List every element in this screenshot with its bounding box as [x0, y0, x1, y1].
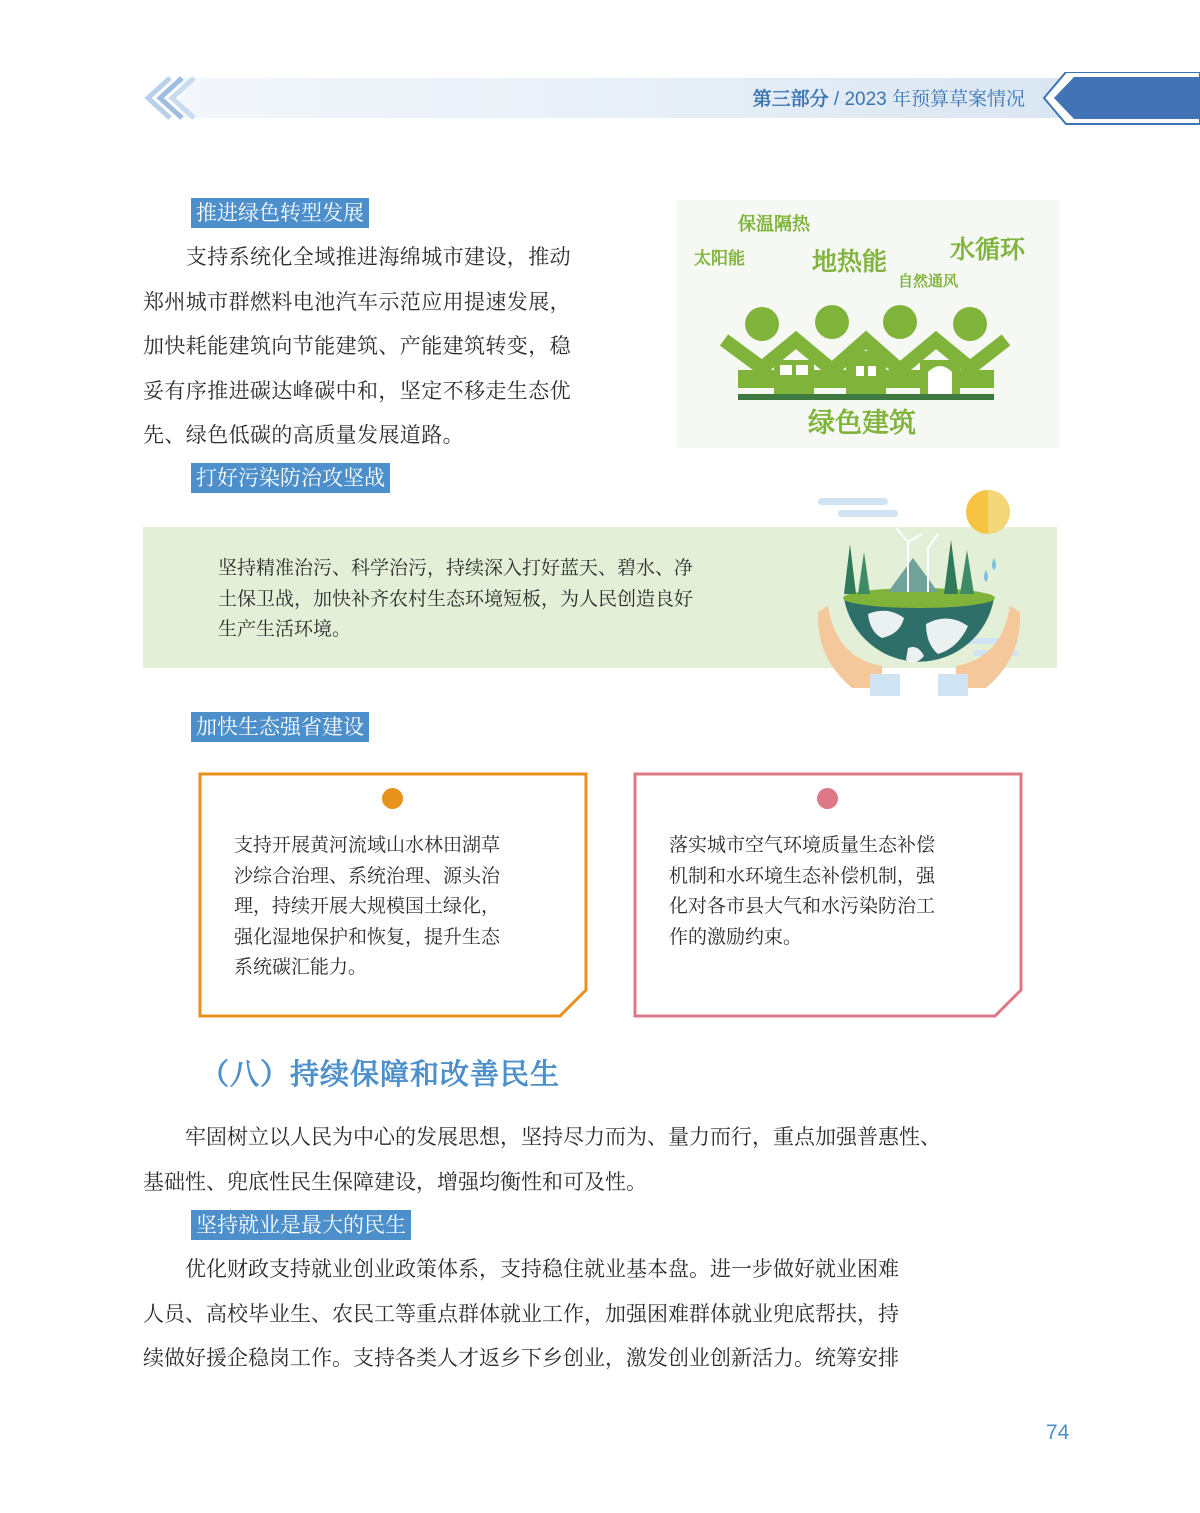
- section-tag-green-transition: 推进绿色转型发展: [191, 198, 369, 228]
- paragraph-line: 先、绿色低碳的高质量发展道路。: [143, 423, 464, 447]
- header-title: 第三部分 / 2023 年预算草案情况: [752, 89, 1025, 110]
- illustration-word: 地热能: [812, 247, 888, 276]
- paragraph-line: 基础性、兜底性民生保障建设，增强均衡性和可及性。: [143, 1169, 647, 1194]
- paragraph-line: 沙综合治理、系统治理、源头治: [234, 864, 501, 887]
- illustration-word: 绿色建筑: [808, 408, 916, 439]
- page-header: [140, 72, 1200, 128]
- paragraph-line: 加快耗能建筑向节能建筑、产能建筑转变，稳: [143, 334, 571, 358]
- earth-hands-illustration: [808, 488, 1038, 700]
- green-building-illustration: [676, 200, 1060, 448]
- ecology-card-left: [198, 772, 588, 1018]
- ecology-card-right: [633, 772, 1023, 1018]
- ecology-card-left-text: [234, 830, 500, 983]
- paragraph-line: 续做好援企稳岗工作。支持各类人才返乡下乡创业，激发创业创新活力。统筹安排: [143, 1346, 899, 1370]
- paragraph-line: 化对各市县大气和水污染防治工: [669, 895, 936, 917]
- paragraph-line: 作的激励约束。: [669, 925, 803, 948]
- paragraph-line: 优化财政支持就业创业政策体系，支持稳住就业基本盘。进一步做好就业困难: [143, 1257, 899, 1281]
- header-tab-shape: [1040, 72, 1200, 128]
- illustration-word: 水循环: [950, 235, 1026, 264]
- paragraph-line: 机制和水环境生态补偿机制，强: [669, 864, 936, 887]
- section-title-livelihood: （八）持续保障和改善民生: [200, 1057, 561, 1091]
- paragraph-line: 支持系统化全域推进海绵城市建设，推动: [143, 245, 571, 269]
- page-number: 74: [1046, 1421, 1070, 1444]
- section-tag-employment: 坚持就业是最大的民生: [191, 1210, 411, 1240]
- paragraph-line: 郑州城市群燃料电池汽车示范应用提速发展，: [143, 289, 571, 314]
- illustration-word: 太阳能: [694, 249, 745, 269]
- orange-dot-icon: [382, 788, 403, 809]
- paragraph-line: 土保卫战，加快补齐农村生态环境短板，为人民创造良好: [218, 587, 694, 610]
- paragraph-line: 支持开展黄河流域山水林田湖草: [234, 834, 501, 856]
- paragraph-line: 理，持续开展大规模国土绿化，: [234, 895, 501, 917]
- paragraph-line: 坚持精准治污、科学治污，持续深入打好蓝天、碧水、净: [218, 557, 694, 579]
- section-tag-pollution: 打好污染防治攻坚战: [191, 463, 390, 493]
- pollution-paragraph: [218, 553, 798, 645]
- illustration-word: 自然通风: [898, 272, 959, 290]
- paragraph-line: 人员、高校毕业生、农民工等重点群体就业工作，加强困难群体就业兜底帮扶，持: [143, 1301, 899, 1326]
- paragraph-line: 系统碳汇能力。: [234, 956, 368, 978]
- employment-paragraph: [143, 1247, 1063, 1381]
- paragraph-line: 落实城市空气环境质量生态补偿: [669, 834, 936, 856]
- paragraph-line: 牢固树立以人民为中心的发展思想，坚持尽力而为、量力而行，重点加强普惠性、: [143, 1125, 941, 1149]
- paragraph-line: 强化湿地保护和恢复，提升生态: [234, 925, 501, 948]
- paragraph-line: 生产生活环境。: [218, 618, 352, 640]
- green-transition-paragraph: [143, 235, 663, 458]
- pink-dot-icon: [817, 788, 838, 809]
- section-tag-ecology: 加快生态强省建设: [191, 712, 369, 742]
- illustration-word: 保温隔热: [738, 214, 810, 235]
- livelihood-intro-paragraph: [143, 1115, 1063, 1204]
- chevron-left-icon: [140, 72, 200, 128]
- paragraph-line: 妥有序推进碳达峰碳中和，坚定不移走生态优: [143, 378, 571, 403]
- ecology-card-right-text: [669, 830, 935, 952]
